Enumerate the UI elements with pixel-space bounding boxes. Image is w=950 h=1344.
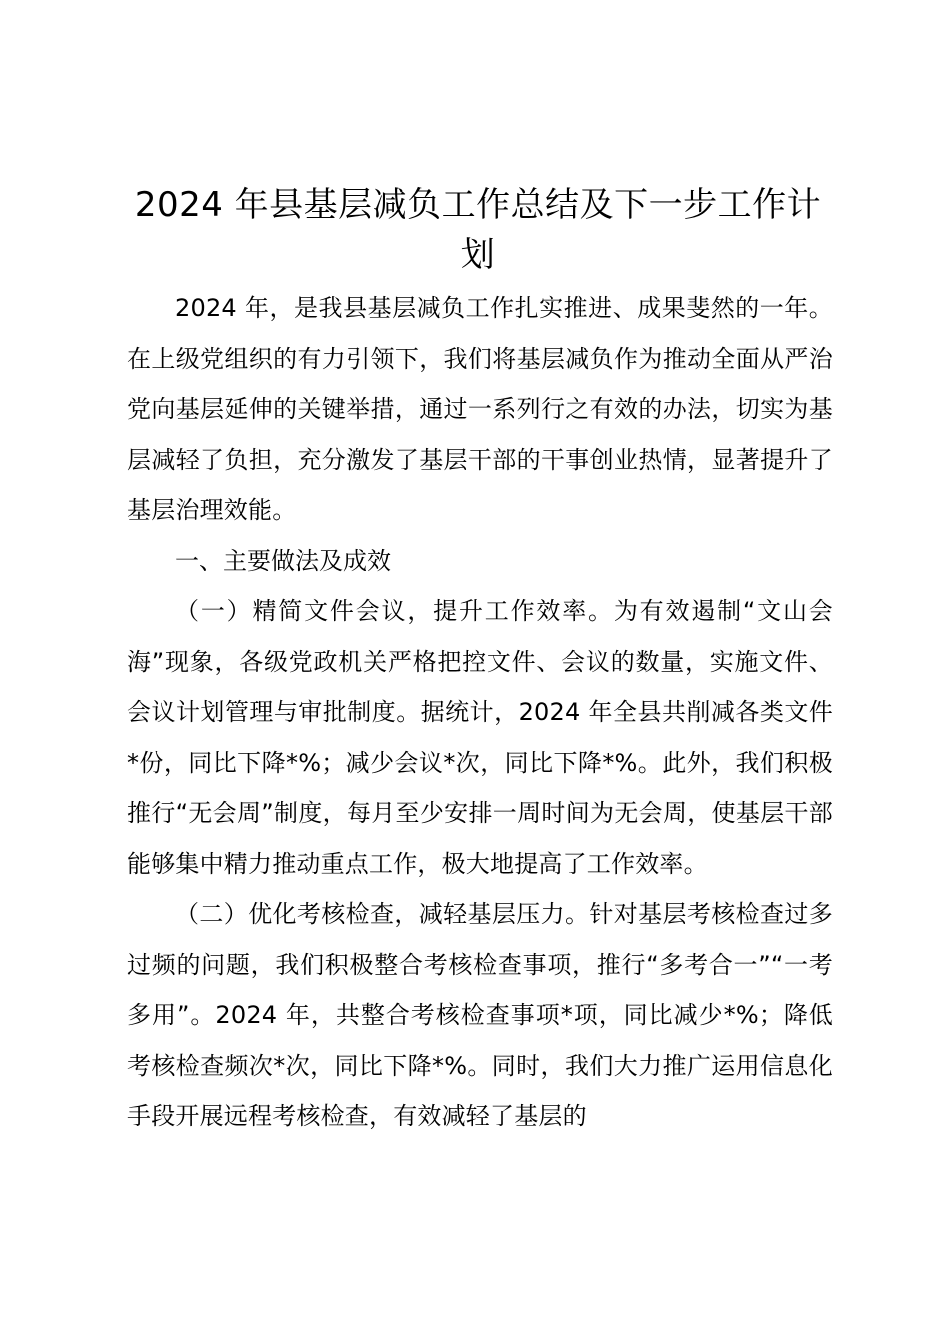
item-one-paragraph: （一）精简文件会议，提升工作效率。为有效遏制“文山会海”现象，各级党政机关严格把控文件、会议的数量，实施文件、会议计划管理与审批制度。据统计，2024 年全县共削减各类文件*份，同比下降*%；减少会议*次，同比下降*%。此外，我们积极推行“无会周”制度，每月至少安排一周时间为无会周，使基层干部能够集中精力推动重点工作，极大地提高了工作效率。 bbox=[127, 597, 833, 878]
document-body bbox=[127, 283, 833, 1142]
intro-paragraph: 2024 年，是我县基层减负工作扎实推进、成果斐然的一年。在上级党组织的有力引领下，我们将基层减负作为推动全面从严治党向基层延伸的关键举措，通过一系列行之有效的办法，切实为基层减轻了负担，充分激发了基层干部的干事创业热情，显著提升了基层治理效能。 bbox=[127, 294, 833, 524]
item-two-paragraph: （二）优化考核检查，减轻基层压力。针对基层考核检查过多过频的问题，我们积极整合考核检查事项，推行“多考合一”“一考多用”。2024 年，共整合考核检查事项*项，同比减少*%；降低考核检查频次*次，同比下降*%。同时，我们大力推广运用信息化手段开展远程考核检查，有效减轻了基层的 bbox=[127, 900, 833, 1130]
section-heading: 一、主要做法及成效 bbox=[175, 546, 391, 575]
document-title: 2024 年县基层减负工作总结及下一步工作计划 bbox=[134, 185, 822, 275]
